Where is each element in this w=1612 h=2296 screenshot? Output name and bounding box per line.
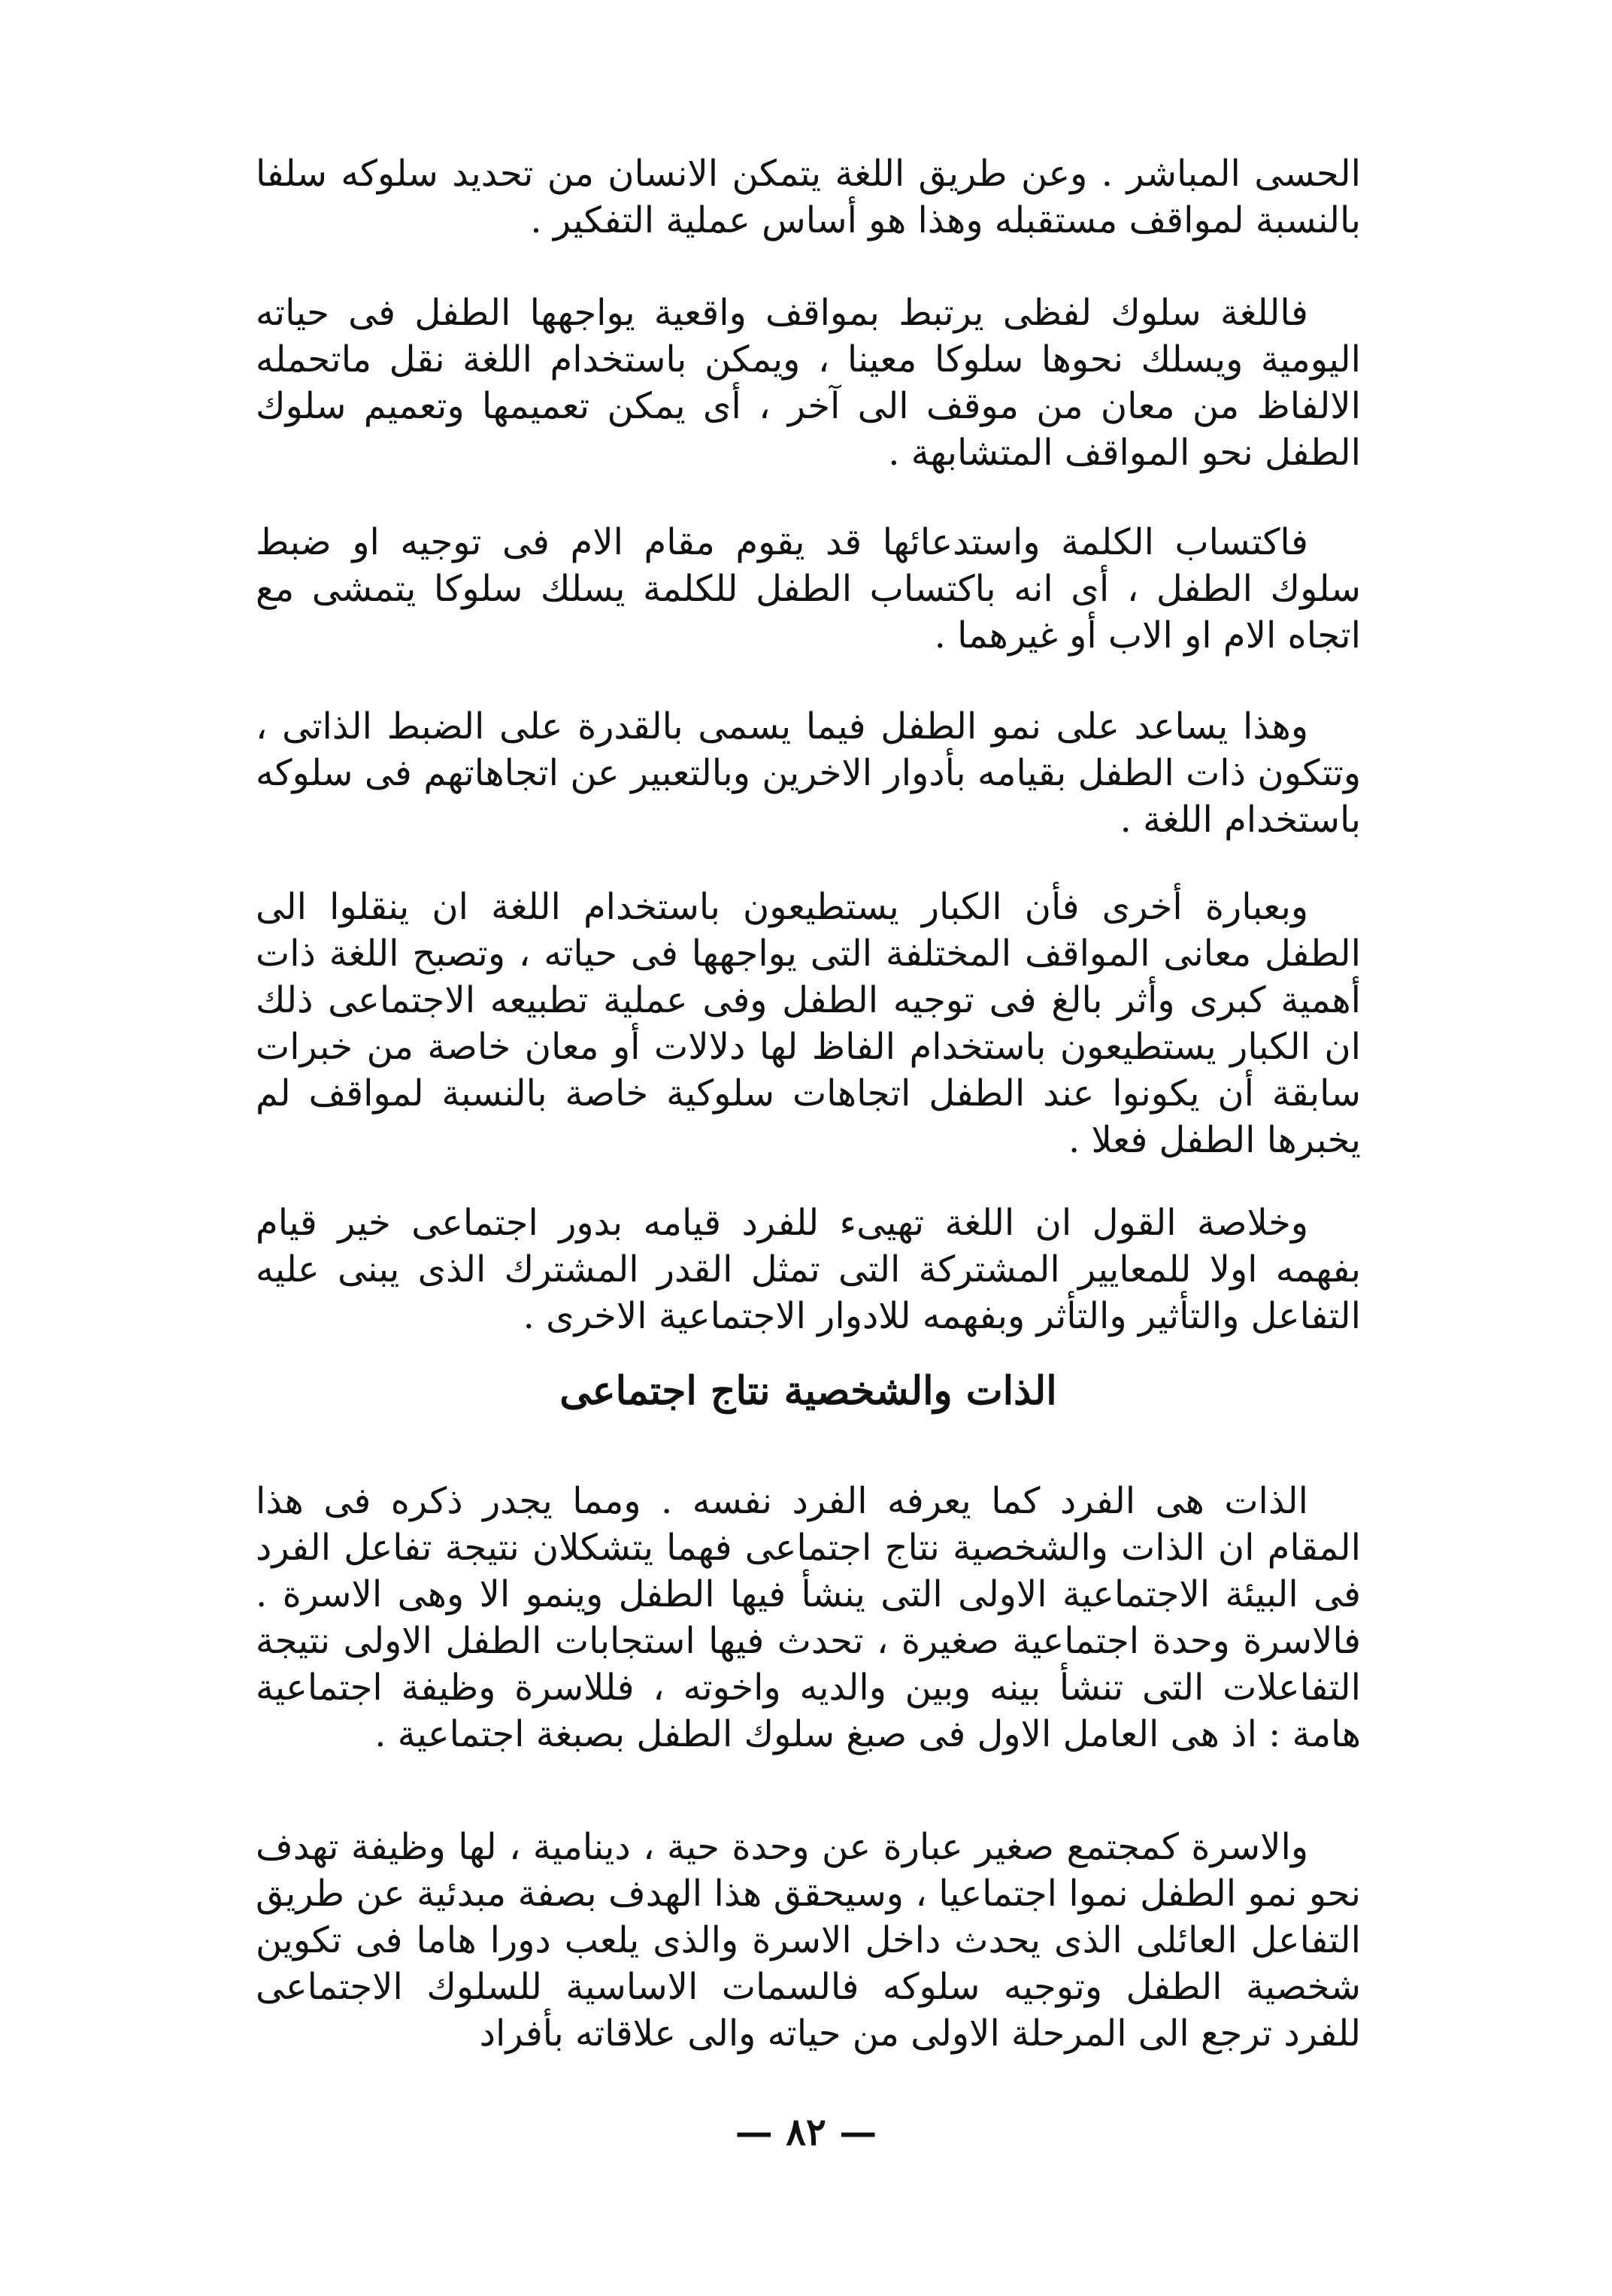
- paragraph-3: فاكتساب الكلمة واستدعائها قد يقوم مقام الام فى توجيه او ضبط سلوك الطفل ، أى انه باكتساب الطفل للكلمة يسلك سلوكا يتمشى مع اتجاه الام او الاب أو غيرهما .: [256, 521, 1361, 657]
- paragraph-5: وبعبارة أخرى فأن الكبار يستطيعون باستخدام اللغة ان ينقلوا الى الطفل معانى المواقف المختلفة التى يواجهها فى حياته ، وتصبح اللغة ذات أهمية كبرى وأثر بالغ فى توجيه الطفل وفى عملية تطبيعه الاجتماعى ذلك ان الكبار يستطيعون باستخدام الفاظ لها دلالات أو معان خاصة من خبرات سابقة أن يكونوا عند الطفل اتجاهات سلوكية خاصة بالنسبة لمواقف لم يخبرها الطفل فعلا .: [256, 886, 1361, 1161]
- section-heading: الذات والشخصية نتاج اجتماعى: [559, 1368, 1057, 1414]
- page-number: — ٨٢ —: [735, 2109, 877, 2154]
- paragraph-6: وخلاصة القول ان اللغة تهيىء للفرد قيامه بدور اجتماعى خير قيام بفهمه اولا للمعايير المشتركة التى تمثل القدر المشترك الذى يبنى عليه التفاعل والتأثير والتأثر وبفهمه للادوار الاجتماعية الاخرى .: [256, 1202, 1361, 1337]
- paragraph-8: والاسرة كمجتمع صغير عبارة عن وحدة حية ، دينامية ، لها وظيفة تهدف نحو نمو الطفل نموا اجتماعيا ، وسيحقق هذا الهدف بصفة مبدئية عن طريق التفاعل العائلى الذى يحدث داخل الاسرة والذى يلعب دورا هاما فى تكوين شخصية الطفل وتوجيه سلوكه فالسمات الاساسية للسلوك الاجتماعى للفرد ترجع الى المرحلة الاولى من حياته والى علاقاته بأفراد: [256, 1826, 1361, 2055]
- paragraph-2: فاللغة سلوك لفظى يرتبط بمواقف واقعية يواجهها الطفل فى حياته اليومية ويسلك نحوها سلوكا معينا ، ويمكن باستخدام اللغة نقل ماتحمله الالفاظ من معان من موقف الى آخر ، أى يمكن تعميمها وتعميم سلوك الطفل نحو المواقف المتشابهة .: [256, 292, 1361, 474]
- paragraph-4: وهذا يساعد على نمو الطفل فيما يسمى بالقدرة على الضبط الذاتى ، وتتكون ذات الطفل بقيامه بأدوار الاخرين وبالتعبير عن اتجاهاتهم فى سلوكه باستخدام اللغة .: [256, 705, 1361, 841]
- paragraph-1: الحسى المباشر . وعن طريق اللغة يتمكن الانسان من تحديد سلوكه سلفا بالنسبة لمواقف مستقبله وهذا هو أساس عملية التفكير .: [256, 153, 1361, 241]
- paragraph-7: الذات هى الفرد كما يعرفه الفرد نفسه . ومما يجدر ذكره فى هذا المقام ان الذات والشخصية نتاج اجتماعى فهما يتشكلان نتيجة تفاعل الفرد فى البيئة الاجتماعية الاولى التى ينشأ فيها الطفل وينمو الا وهى الاسرة . فالاسرة وحدة اجتماعية صغيرة ، تحدث فيها استجابات الطفل الاولى نتيجة التفاعلات التى تنشأ بينه وبين والديه واخوته ، فللاسرة وظيفة اجتماعية هامة : اذ هى العامل الاول فى صبغ سلوك الطفل بصبغة اجتماعية .: [256, 1480, 1361, 1755]
